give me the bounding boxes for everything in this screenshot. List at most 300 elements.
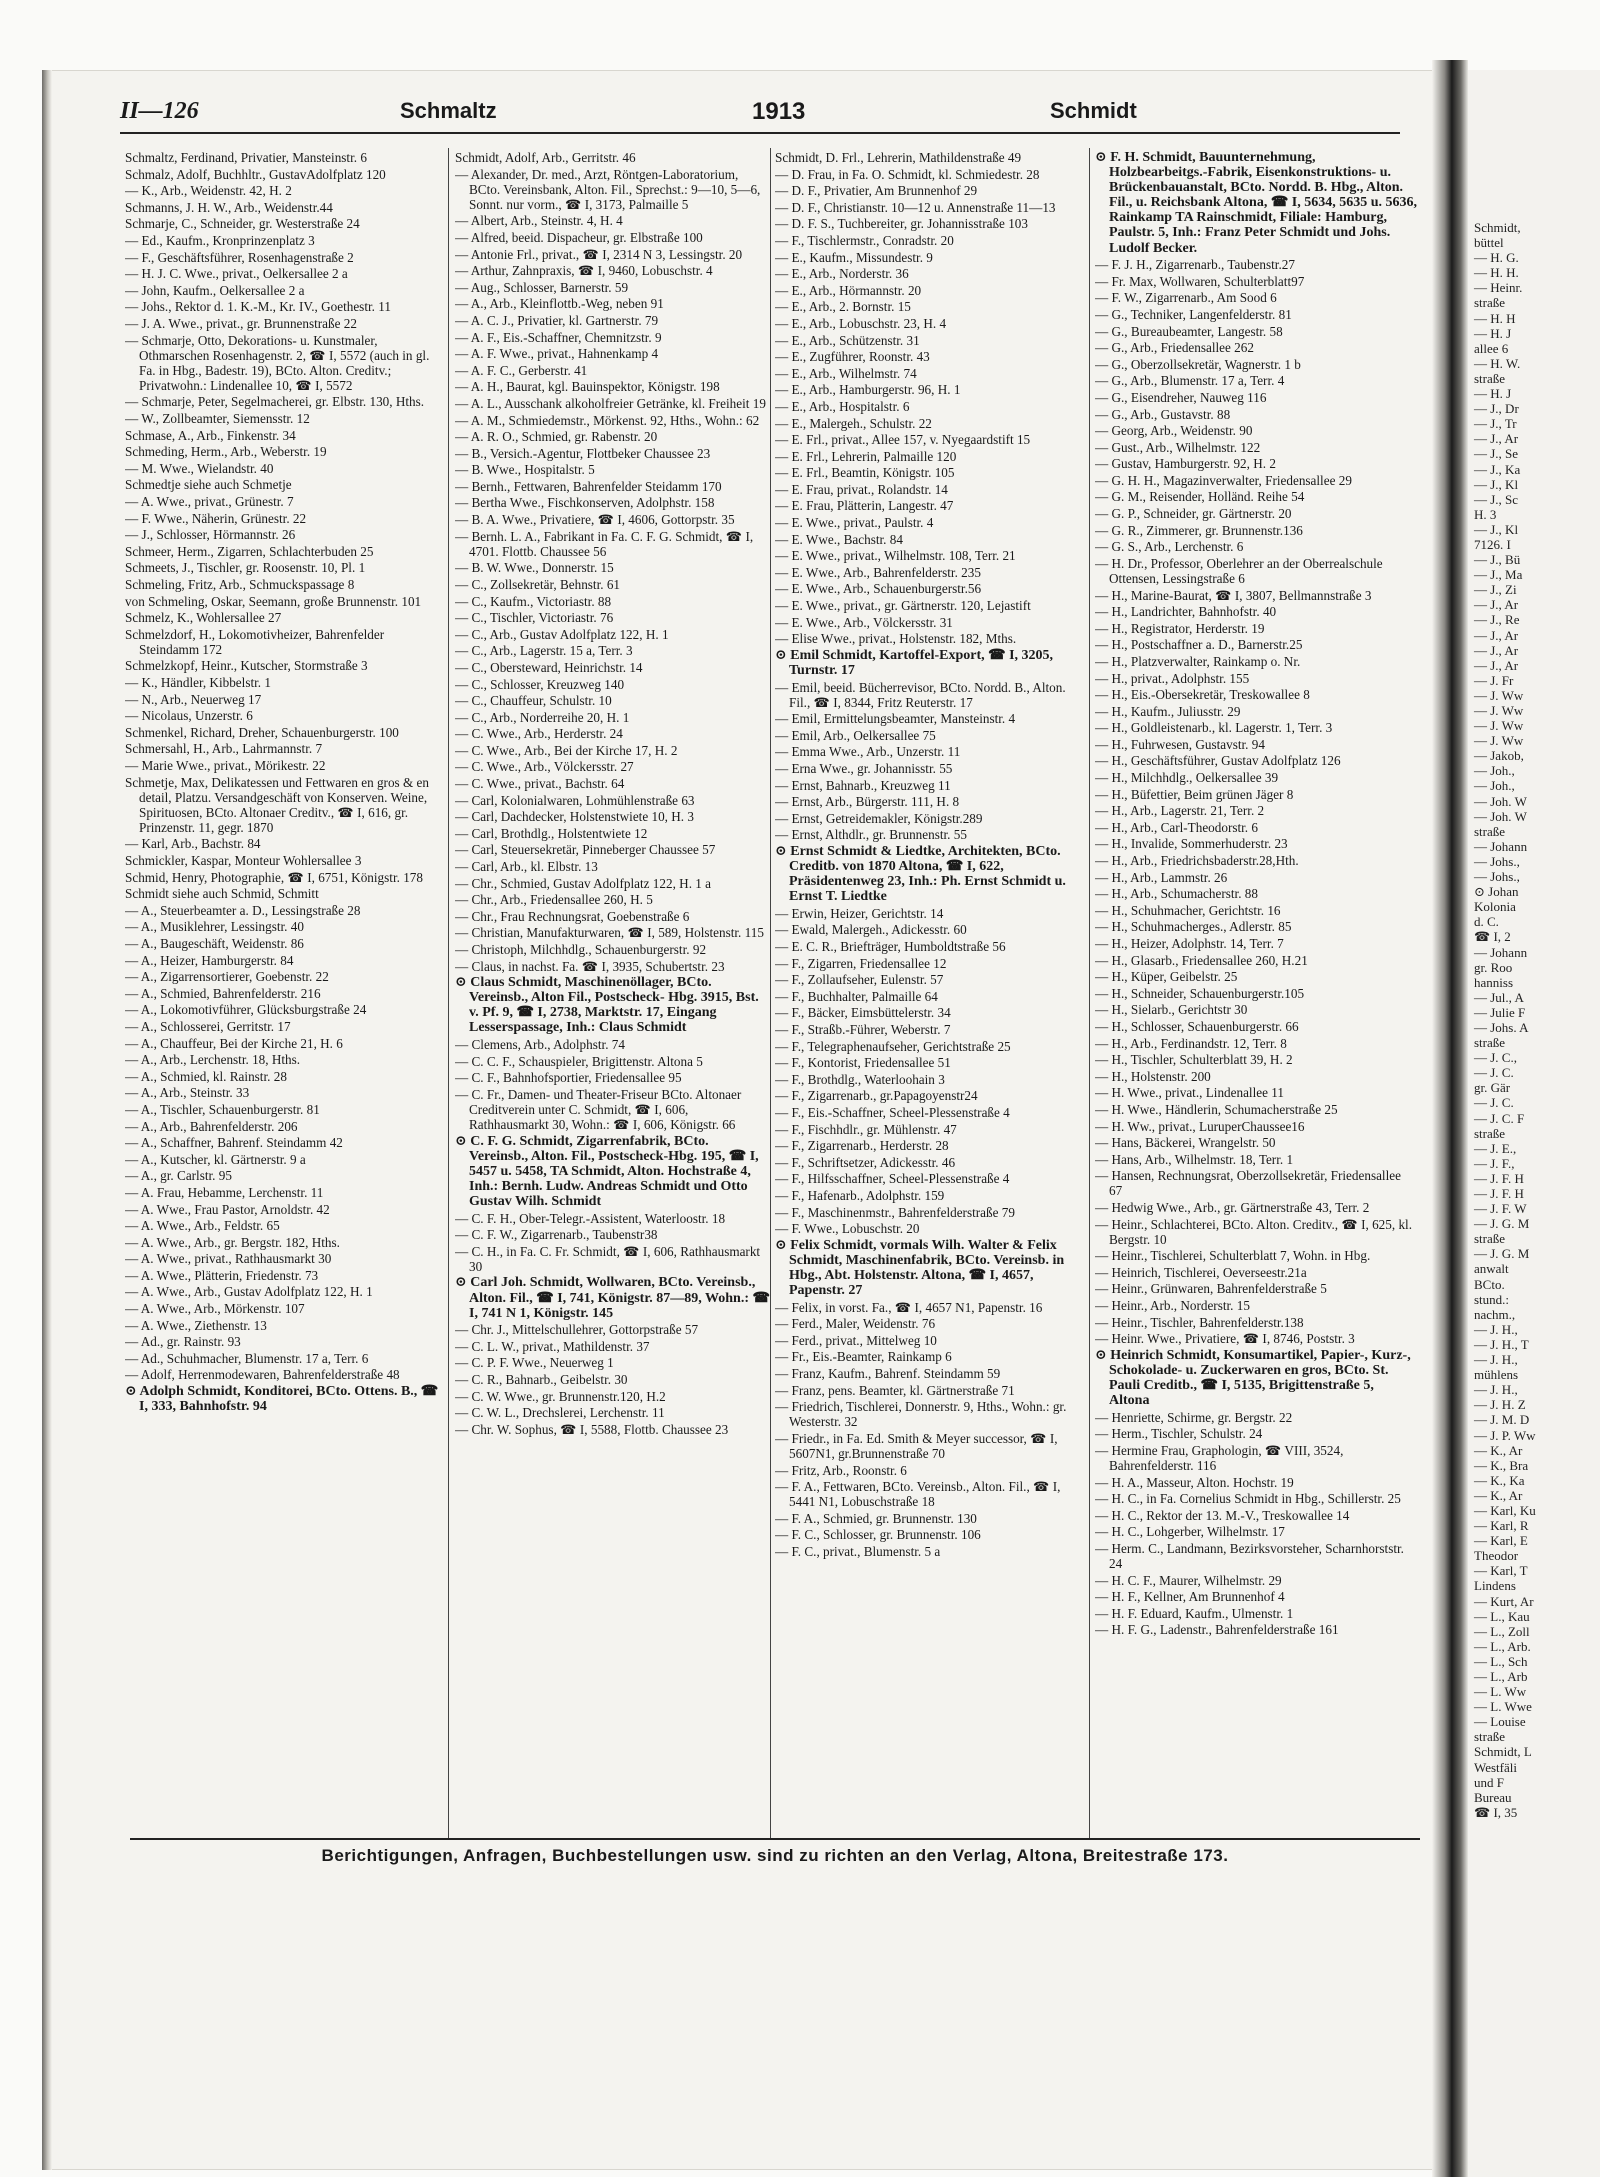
directory-entry: — Claus, in nachst. Fa. ☎ I, 3935, Schubertstr. 23 bbox=[455, 958, 725, 974]
next-page-line: straße bbox=[1474, 1729, 1506, 1745]
directory-entry: — Herm. C., Landmann, Bezirksvorsteher, Scharnhorststr. 24 bbox=[1095, 1540, 1404, 1572]
directory-entry: — Alexander, Dr. med., Arzt, Röntgen-Laboratorium, BCto. Vereinsbank, Alton. Fil., Sprechst.: 9—10, 5—6, Sonnt. nur vorm., ☎ I, 3173, Palmaille 5 bbox=[455, 166, 761, 212]
directory-entry: — F., Zigarrenarb., Herderstr. 28 bbox=[775, 1138, 949, 1154]
directory-entry: — Marie Wwe., privat., Mörikestr. 22 bbox=[125, 757, 326, 773]
directory-column-4 bbox=[1095, 150, 1417, 1830]
directory-entry: — H. J. C. Wwe., privat., Oelkersallee 2 a bbox=[125, 266, 348, 282]
next-page-line: straße bbox=[1474, 823, 1506, 839]
directory-entry: — Johs., Rektor d. 1. K.-M., Kr. IV., Goethestr. 11 bbox=[125, 299, 391, 315]
next-page-line: — J. C. bbox=[1474, 1095, 1514, 1111]
next-page-line: — Joh. W bbox=[1474, 793, 1527, 809]
directory-entry: — E. Frl., Lehrerin, Palmaille 120 bbox=[775, 448, 957, 464]
directory-entry: — A. Wwe., Ziethenstr. 13 bbox=[125, 1317, 267, 1333]
directory-entry: — H., Büfettier, Beim grünen Jäger 8 bbox=[1095, 786, 1294, 802]
directory-entry: Schmeer, Herm., Zigarren, Schlachterbuden 25 bbox=[125, 543, 374, 559]
directory-entry: — H., privat., Adolphstr. 155 bbox=[1095, 670, 1250, 686]
directory-entry: — E., Arb., Norderstr. 36 bbox=[775, 266, 909, 282]
page-header bbox=[120, 92, 1400, 134]
directory-entry: — H. F. Eduard, Kaufm., Ulmenstr. 1 bbox=[1095, 1605, 1294, 1621]
next-page-line: Kolonia bbox=[1474, 899, 1516, 915]
next-page-line: — J. P. Ww bbox=[1474, 1427, 1536, 1443]
next-page-line: — J. G. M bbox=[1474, 1216, 1530, 1232]
directory-entry: — E. Wwe., Bachstr. 84 bbox=[775, 531, 903, 547]
directory-entry: — A., gr. Carlstr. 95 bbox=[125, 1168, 232, 1184]
next-page-line: — J. H., bbox=[1474, 1321, 1518, 1337]
directory-entry: — C., Schlosser, Kreuzweg 140 bbox=[455, 676, 625, 692]
next-page-line: — L., Kau bbox=[1474, 1608, 1530, 1624]
directory-entry: — C. W. Wwe., gr. Brunnenstr.120, H.2 bbox=[455, 1388, 666, 1404]
directory-entry: — Bertha Wwe., Fischkonserven, Adolphstr. 158 bbox=[455, 495, 715, 511]
directory-entry: — Chr., Arb., Friedensallee 260, H. 5 bbox=[455, 892, 653, 908]
directory-entry: — Carl, Dachdecker, Holstenstwiete 10, H. 3 bbox=[455, 809, 694, 825]
directory-entry: — F., Bäcker, Eimsbüttelerstr. 34 bbox=[775, 1005, 951, 1021]
directory-entry: — Erwin, Heizer, Gerichtstr. 14 bbox=[775, 905, 944, 921]
directory-entry: — H., Arb., Ferdinandstr. 12, Terr. 8 bbox=[1095, 1035, 1287, 1051]
directory-entry: — F., Hilfsschaffner, Scheel-Plessenstraße 4 bbox=[775, 1171, 1010, 1187]
directory-entry: — Erna Wwe., gr. Johannisstr. 55 bbox=[775, 760, 953, 776]
directory-entry: — Schmarje, Peter, Segelmacherei, gr. Elbstr. 130, Hths. bbox=[125, 394, 425, 410]
directory-entry: — H., Küper, Geibelstr. 25 bbox=[1095, 969, 1238, 985]
next-page-line: — L. Wwe bbox=[1474, 1699, 1532, 1715]
directory-entry: — H., Arb., Carl-Theodorstr. 6 bbox=[1095, 819, 1258, 835]
directory-entry: — A., Schaffner, Bahrenf. Steindamm 42 bbox=[125, 1135, 343, 1151]
next-page-line: — J., Zi bbox=[1474, 582, 1517, 598]
next-page-line: BCto. bbox=[1474, 1276, 1505, 1292]
directory-entry: — C., Arb., Lagerstr. 15 a, Terr. 3 bbox=[455, 643, 633, 659]
next-page-line: — L. Ww bbox=[1474, 1684, 1527, 1700]
directory-entry: — Ernst, Bahnarb., Kreuzweg 11 bbox=[775, 777, 951, 793]
directory-entry: — Gust., Arb., Wilhelmstr. 122 bbox=[1095, 439, 1261, 455]
directory-entry: — H. Wwe., Händlerin, Schumacherstraße 25 bbox=[1095, 1101, 1338, 1117]
directory-entry: — Chr., Frau Rechnungsrat, Goebenstraße 6 bbox=[455, 908, 690, 924]
directory-entry: — G., Arb., Gustavstr. 88 bbox=[1095, 406, 1231, 422]
next-page-line: — J. Ww bbox=[1474, 733, 1524, 749]
next-page-line: — J., Ar bbox=[1474, 657, 1519, 673]
directory-entry: — Alfred, beeid. Dispacheur, gr. Elbstraße 100 bbox=[455, 229, 703, 245]
directory-entry: Schmedtje siehe auch Schmetje bbox=[125, 477, 292, 493]
directory-entry: — Herm., Tischler, Schulstr. 24 bbox=[1095, 1426, 1263, 1442]
directory-entry: — H., Sielarb., Gerichtstr 30 bbox=[1095, 1002, 1248, 1018]
directory-entry: — B. A. Wwe., Privatiere, ☎ I, 4606, Gottorpstr. 35 bbox=[455, 512, 735, 528]
directory-entry: — A. Frau, Hebamme, Lerchenstr. 11 bbox=[125, 1184, 324, 1200]
next-page-line: Bureau bbox=[1474, 1789, 1512, 1805]
directory-entry: — A. L., Ausschank alkoholfreier Getränke, kl. Freiheit 19 bbox=[455, 395, 766, 411]
directory-entry: — F., Maschinenmstr., Bahrenfelderstraße 79 bbox=[775, 1204, 1015, 1220]
next-page-line: büttel bbox=[1474, 235, 1504, 251]
next-page-line: — J., Ma bbox=[1474, 567, 1523, 583]
directory-entry: — Ewald, Malergeh., Adickesstr. 60 bbox=[775, 922, 967, 938]
next-page-line: — J., Ar bbox=[1474, 627, 1519, 643]
directory-entry: Schmickler, Kaspar, Monteur Wohlersallee 3 bbox=[125, 853, 362, 869]
directory-entry: — A., Schmied, kl. Rainstr. 28 bbox=[125, 1068, 287, 1084]
directory-entry: — H., Invalide, Sommerhuderstr. 23 bbox=[1095, 836, 1288, 852]
directory-entry: — G., Techniker, Langenfelderstr. 81 bbox=[1095, 306, 1292, 322]
directory-entry: — A., Schlosserei, Gerritstr. 17 bbox=[125, 1018, 291, 1034]
directory-entry: — E. Frl., Beamtin, Königstr. 105 bbox=[775, 465, 955, 481]
directory-entry: — H., Kaufm., Juliusstr. 29 bbox=[1095, 703, 1241, 719]
directory-entry: — E., Arb., Hospitalstr. 6 bbox=[775, 398, 910, 414]
directory-entry: — G. S., Arb., Lerchenstr. 6 bbox=[1095, 539, 1244, 555]
next-page-line: — Kurt, Ar bbox=[1474, 1593, 1534, 1609]
next-page-line: Schmidt, L bbox=[1474, 1744, 1532, 1760]
directory-column-2 bbox=[455, 150, 770, 1830]
directory-entry: — A. F., Eis.-Schaffner, Chemnitzstr. 9 bbox=[455, 329, 662, 345]
directory-entry: von Schmeling, Oskar, Seemann, große Brunnenstr. 101 bbox=[125, 593, 422, 609]
next-page-line: — Karl, T bbox=[1474, 1563, 1528, 1579]
directory-entry: — G. H. H., Magazinverwalter, Friedensallee 29 bbox=[1095, 472, 1352, 488]
directory-entry: — Clemens, Arb., Adolphstr. 74 bbox=[455, 1037, 625, 1053]
next-page-line: — J., Ka bbox=[1474, 461, 1521, 477]
next-page-line: straße bbox=[1474, 370, 1506, 386]
directory-entry: — E. Wwe., privat., Wilhelmstr. 108, Terr. 21 bbox=[775, 548, 1016, 564]
directory-entry: — Emil, Arb., Oelkersallee 75 bbox=[775, 727, 936, 743]
directory-entry: — J. A. Wwe., privat., gr. Brunnenstraße 22 bbox=[125, 315, 357, 331]
next-page-line: Westfäli bbox=[1474, 1759, 1517, 1775]
next-page-line: — J. Ww bbox=[1474, 718, 1524, 734]
left-keyword: Schmaltz bbox=[400, 98, 497, 123]
directory-entry: — C., Arb., Norderreihe 20, H. 1 bbox=[455, 709, 630, 725]
directory-entry: — C. Wwe., Arb., Völckersstr. 27 bbox=[455, 759, 634, 775]
directory-entry: — Franz, Kaufm., Bahrenf. Steindamm 59 bbox=[775, 1365, 1001, 1381]
directory-entry: — Karl, Arb., Bachstr. 84 bbox=[125, 836, 261, 852]
directory-entry: — C. Wwe., Arb., Herderstr. 24 bbox=[455, 726, 623, 742]
directory-entry: — Ernst, Getreidemakler, Königstr.289 bbox=[775, 810, 983, 826]
directory-entry: — G. P., Schneider, gr. Gärtnerstr. 20 bbox=[1095, 506, 1292, 522]
directory-entry: — W., Zollbeamter, Siemensstr. 12 bbox=[125, 411, 310, 426]
directory-entry: — F. C., privat., Blumenstr. 5 a bbox=[775, 1543, 941, 1559]
directory-entry: — Ad., Schuhmacher, Blumenstr. 17 a, Terr. 6 bbox=[125, 1350, 369, 1366]
next-page-line: — J., Ar bbox=[1474, 431, 1519, 447]
directory-column-3 bbox=[775, 150, 1087, 1830]
directory-entry: — Carl, Arb., kl. Elbstr. 13 bbox=[455, 859, 598, 875]
next-page-line: — H. G. bbox=[1474, 250, 1519, 266]
directory-entry: — Hansen, Rechnungsrat, Oberzollsekretär, Friedensallee 67 bbox=[1095, 1168, 1401, 1199]
directory-entry: — A. Wwe., privat., Rathhausmarkt 30 bbox=[125, 1251, 332, 1267]
directory-entry: — Ferd., Maler, Weidenstr. 76 bbox=[775, 1316, 936, 1332]
next-page-line: — K., Ar bbox=[1474, 1442, 1523, 1458]
directory-entry: — E. Wwe., Arb., Bahrenfelderstr. 235 bbox=[775, 564, 981, 580]
directory-entry: Schmersahl, H., Arb., Lahrmannstr. 7 bbox=[125, 741, 323, 757]
directory-entry: — A. Wwe., privat., Grünestr. 7 bbox=[125, 493, 294, 509]
directory-entry: — F., Zollaufseher, Eulenstr. 57 bbox=[775, 972, 944, 988]
directory-entry: — A., Tischler, Schauenburgerstr. 81 bbox=[125, 1101, 320, 1117]
directory-entry: — F. C., Schlosser, gr. Brunnenstr. 106 bbox=[775, 1527, 981, 1543]
next-page-line: — J. H., T bbox=[1474, 1336, 1529, 1352]
directory-entry: — Hans, Bäckerei, Wrangelstr. 50 bbox=[1095, 1135, 1276, 1151]
next-page-line: — Joh., bbox=[1474, 763, 1515, 779]
directory-entry: — Emil, beeid. Bücherrevisor, BCto. Nordd. B., Alton. Fil., ☎ I, 8344, Fritz Reuterstr. 17 bbox=[775, 679, 1066, 710]
next-page-line: — Karl, R bbox=[1474, 1518, 1529, 1534]
next-page-line: — J. F., bbox=[1474, 1155, 1515, 1171]
directory-entry: — A., Baugeschäft, Weidenstr. 86 bbox=[125, 936, 304, 951]
directory-entry: — E. Frl., privat., Allee 157, v. Nyegaardstift 15 bbox=[775, 432, 1031, 448]
directory-entry: — H., Schuhmacher, Gerichtstr. 16 bbox=[1095, 902, 1281, 918]
directory-entry: — Heinr. Wwe., Privatiere, ☎ I, 8746, Poststr. 3 bbox=[1095, 1331, 1355, 1347]
next-page-line: — H. H. bbox=[1474, 265, 1519, 281]
directory-entry: — E. Wwe., privat., Paulstr. 4 bbox=[775, 515, 934, 531]
directory-entry: — A. H., Baurat, kgl. Bauinspektor, Königstr. 198 bbox=[455, 379, 720, 395]
directory-entry: — A. Wwe., Arb., gr. Bergstr. 182, Hths. bbox=[125, 1234, 340, 1250]
directory-entry: — F., Kontorist, Friedensallee 51 bbox=[775, 1055, 951, 1071]
directory-entry: — A. F. C., Gerberstr. 41 bbox=[455, 362, 588, 378]
directory-entry: — Ernst, Arb., Bürgerstr. 111, H. 8 bbox=[775, 794, 960, 810]
directory-entry: — Ferd., privat., Mittelweg 10 bbox=[775, 1332, 937, 1348]
directory-entry: Schmaltz, Ferdinand, Privatier, Mansteinstr. 6 bbox=[125, 150, 367, 165]
directory-entry: — E., Arb., Hörmannstr. 20 bbox=[775, 282, 922, 298]
directory-entry: — F., Zigarrenarb., gr.Papagoyenstr24 bbox=[775, 1088, 978, 1104]
directory-entry: — C. L. W., privat., Mathildenstr. 37 bbox=[455, 1338, 650, 1354]
directory-entry: — F., Zigarren, Friedensallee 12 bbox=[775, 955, 947, 971]
next-page-fragments bbox=[1468, 220, 1600, 1820]
next-page-line: straße bbox=[1474, 1125, 1506, 1141]
directory-entry: — C. P. F. Wwe., Neuerweg 1 bbox=[455, 1355, 614, 1371]
next-page-line: Schmidt, bbox=[1474, 220, 1521, 235]
directory-entry: ⊙ Emil Schmidt, Kartoffel-Export, ☎ I, 3205, Turnstr. 17 bbox=[775, 647, 1054, 678]
next-page-line: — Johs., bbox=[1474, 869, 1520, 885]
directory-entry: Schmid, Henry, Photographie, ☎ I, 6751, Königstr. 178 bbox=[125, 869, 423, 885]
directory-entry: — A., Kutscher, kl. Gärtnerstr. 9 a bbox=[125, 1151, 306, 1167]
next-page-line: — J., Kl bbox=[1474, 476, 1519, 492]
next-page-line: — J. E., bbox=[1474, 1140, 1517, 1156]
next-page-line: 7126. I bbox=[1474, 536, 1511, 552]
directory-entry: Schmelz, K., Wohlersallee 27 bbox=[125, 610, 282, 626]
directory-entry: — C. F., Bahnhofsportier, Friedensallee 95 bbox=[455, 1070, 682, 1086]
directory-entry: — B., Versich.-Agentur, Flottbeker Chaussee 23 bbox=[455, 445, 711, 461]
directory-entry: — H., Eis.-Obersekretär, Treskowallee 8 bbox=[1095, 687, 1310, 703]
directory-entry: — Franz, pens. Beamter, kl. Gärtnerstraße 71 bbox=[775, 1382, 1015, 1398]
directory-entry: — G., Arb., Blumenstr. 17 a, Terr. 4 bbox=[1095, 373, 1285, 389]
directory-entry: — Gustav, Hamburgerstr. 92, H. 2 bbox=[1095, 456, 1276, 472]
next-page-line: H. 3 bbox=[1474, 506, 1497, 522]
directory-entry: — Carl, Kolonialwaren, Lohmühlenstraße 63 bbox=[455, 792, 695, 808]
next-page-line: — L., Arb bbox=[1474, 1669, 1528, 1684]
directory-entry: Schmeling, Fritz, Arb., Schmuckspassage 8 bbox=[125, 576, 355, 592]
next-page-line: — J. G. M bbox=[1474, 1246, 1530, 1262]
next-page-line: — J. F. H bbox=[1474, 1186, 1524, 1201]
directory-entry: — G., Oberzollsekretär, Wagnerstr. 1 b bbox=[1095, 356, 1301, 372]
directory-entry: — F., Geschäftsführer, Rosenhagenstraße 2 bbox=[125, 249, 354, 265]
next-page-line: — Karl, Ku bbox=[1474, 1502, 1536, 1518]
directory-entry: ⊙ Claus Schmidt, Maschinenöllager, BCto. Vereinsb., Alton Fil., Postscheck- Hbg. 3915, Bst. v. Pf. 9, ☎ I, 2738, Marktstr. 17, Eingang Lesserspassage, Inh.: Claus Schmidt bbox=[455, 975, 759, 1036]
next-page-line: — K., Ar bbox=[1474, 1487, 1523, 1503]
next-page-line: — Heinr. bbox=[1474, 280, 1523, 296]
next-page-line: — Karl, E bbox=[1474, 1533, 1528, 1549]
directory-entry: — F. J. H., Zigarrenarb., Taubenstr.27 bbox=[1095, 257, 1295, 273]
directory-entry: — E., Arb., Schützenstr. 31 bbox=[775, 332, 920, 348]
next-page-line: straße bbox=[1474, 1035, 1506, 1051]
next-page-line: — J. Ww bbox=[1474, 703, 1524, 718]
next-page-line: — K., Ka bbox=[1474, 1472, 1525, 1488]
directory-entry: Schmidt siehe auch Schmid, Schmitt bbox=[125, 886, 319, 902]
directory-entry: — John, Kaufm., Oelkersallee 2 a bbox=[125, 282, 305, 298]
year: 1913 bbox=[752, 98, 806, 125]
directory-entry: — Ernst, Althdlr., gr. Brunnenstr. 55 bbox=[775, 827, 967, 843]
directory-entry: — H. Ww., privat., LuruperChaussee16 bbox=[1095, 1118, 1305, 1134]
directory-entry: ⊙ Felix Schmidt, vormals Wilh. Walter & Felix Schmidt, Maschinenfabrik, BCto. Vereinsb. in Hbg., Abt. Holstenstr. Altona, ☎ I, 4657, Papenstr. 27 bbox=[775, 1237, 1065, 1298]
next-page-line: — J. F. H bbox=[1474, 1170, 1524, 1186]
directory-entry: — A. Wwe., Arb., Mörkenstr. 107 bbox=[125, 1301, 305, 1317]
directory-entry: Schmetje, Max, Delikatessen und Fettwaren en gros & en detail, Platzu. Versandgeschäft von Konserven. Weine, Spirituosen, BCto. Altonaer Creditv., ☎ I, 616, gr. Prinzenstr. 11, gegr. 1870 bbox=[125, 774, 429, 835]
directory-entry: — Heinr., Schlachterei, BCto. Alton. Creditv., ☎ I, 625, kl. Bergstr. 10 bbox=[1095, 1216, 1413, 1247]
directory-entry: — F. Wwe., Lobuschstr. 20 bbox=[775, 1221, 920, 1237]
next-page-line: — Louise bbox=[1474, 1714, 1526, 1730]
directory-entry: — Friedr., in Fa. Ed. Smith & Meyer successor, ☎ I, 5607N1, gr.Brunnenstraße 70 bbox=[775, 1430, 1058, 1461]
directory-entry: — Henriette, Schirme, gr. Bergstr. 22 bbox=[1095, 1409, 1293, 1425]
directory-entry: — Carl, Steuersekretär, Pinneberger Chaussee 57 bbox=[455, 842, 716, 858]
next-page-line: — J. H., bbox=[1474, 1352, 1518, 1368]
next-page-line: und F bbox=[1474, 1774, 1504, 1790]
directory-entry: — E., Malergeh., Schulstr. 22 bbox=[775, 415, 932, 431]
directory-entry: — E., Kaufm., Missundestr. 9 bbox=[775, 249, 933, 265]
next-page-line: straße bbox=[1474, 1231, 1506, 1247]
directory-entry: — C., Tischler, Victoriastr. 76 bbox=[455, 610, 614, 626]
next-page-line: mühlens bbox=[1474, 1367, 1519, 1383]
directory-entry: — B. W. Wwe., Donnerstr. 15 bbox=[455, 560, 614, 576]
directory-entry: — C. W. L., Drechslerei, Lerchenstr. 11 bbox=[455, 1405, 665, 1421]
directory-entry: — Ad., gr. Rainstr. 93 bbox=[125, 1334, 241, 1350]
next-page-line: straße bbox=[1474, 295, 1506, 311]
directory-entry: — E., Zugführer, Roonstr. 43 bbox=[775, 349, 930, 365]
directory-entry: — A., Chauffeur, Bei der Kirche 21, H. 6 bbox=[125, 1035, 343, 1051]
directory-entry: — H., Arb., Schumacherstr. 88 bbox=[1095, 886, 1258, 902]
directory-entry: — H., Landrichter, Bahnhofstr. 40 bbox=[1095, 604, 1277, 620]
next-page-line: — Jul., A bbox=[1474, 989, 1524, 1005]
next-page-line: — J. H. Z bbox=[1474, 1397, 1526, 1413]
directory-entry: ⊙ Ernst Schmidt & Liedtke, Architekten, BCto. Creditb. von 1870 Altona, ☎ I, 622, Präsidentenweg 23, Inh.: Ph. Ernst Schmidt u. Ernst T. Liedtke bbox=[775, 843, 1066, 905]
next-page-line: — L., Arb. bbox=[1474, 1638, 1531, 1654]
directory-entry: — C. Wwe., Arb., Bei der Kirche 17, H. 2 bbox=[455, 742, 678, 758]
next-page-line: gr. Gär bbox=[1474, 1080, 1511, 1096]
directory-entry: — E., Arb., Lobuschstr. 23, H. 4 bbox=[775, 315, 947, 331]
directory-entry: — Nicolaus, Unzerstr. 6 bbox=[125, 708, 253, 724]
next-page-line: allee 6 bbox=[1474, 340, 1509, 356]
next-page-line: — Jakob, bbox=[1474, 748, 1524, 764]
next-page-line: — Joh., bbox=[1474, 778, 1515, 794]
next-page-line: nachm., bbox=[1474, 1306, 1516, 1322]
next-page-line: — J. F. W bbox=[1474, 1201, 1527, 1217]
directory-entry: — H., Holstenstr. 200 bbox=[1095, 1068, 1211, 1084]
next-page-line: — J., Re bbox=[1474, 612, 1520, 628]
directory-entry: — A., Schmied, Bahrenfelderstr. 216 bbox=[125, 985, 321, 1001]
directory-entry: — A. Wwe., Arb., Feldstr. 65 bbox=[125, 1218, 280, 1234]
directory-entry: — H., Geschäftsführer, Gustav Adolfplatz 126 bbox=[1095, 753, 1341, 769]
directory-entry: ⊙ Heinrich Schmidt, Konsumartikel, Papier-, Kurz-, Schokolade- u. Zuckerwaren en gros, BCto. St. Pauli Creditb., ☎ I, 5135, Brigittenstraße 5, Altona bbox=[1095, 1347, 1411, 1409]
next-page-line: — Johs. A bbox=[1474, 1019, 1529, 1035]
directory-entry: — F., Eis.-Schaffner, Schеel-Plessenstraße 4 bbox=[775, 1104, 1010, 1120]
next-page-line: — J., Dr bbox=[1474, 401, 1519, 417]
directory-entry: — H., Registrator, Herderstr. 19 bbox=[1095, 620, 1265, 636]
directory-entry: — A., Heizer, Hamburgerstr. 84 bbox=[125, 952, 294, 968]
directory-entry: — F., Straßb.-Führer, Weberstr. 7 bbox=[775, 1021, 951, 1037]
next-page-line: — H. W. bbox=[1474, 355, 1521, 371]
column-rule bbox=[1089, 148, 1090, 1838]
directory-entry: — F. W., Zigarrenarb., Am Sood 6 bbox=[1095, 290, 1277, 306]
next-page-line: Theodor bbox=[1474, 1548, 1519, 1564]
directory-entry: — Bernh., Fettwaren, Bahrenfelder Steidamm 170 bbox=[455, 478, 722, 494]
directory-entry: — K., Arb., Weidenstr. 42, H. 2 bbox=[125, 183, 292, 199]
directory-entry: — H. F. G., Ladenstr., Bahrenfelderstraße 161 bbox=[1095, 1622, 1339, 1638]
directory-entry: — H., Tischler, Schulterblatt 39, H. 2 bbox=[1095, 1052, 1293, 1068]
next-page-line: — J., Se bbox=[1474, 446, 1519, 462]
directory-entry: — A. F. Wwe., privat., Hahnenkamp 4 bbox=[455, 346, 659, 362]
directory-entry: — F., Fischhdlr., gr. Mühlenstr. 47 bbox=[775, 1121, 957, 1137]
directory-entry: — H. Dr., Professor, Oberlehrer an der Oberrealschule Ottensen, Lessingstraße 6 bbox=[1095, 555, 1383, 586]
directory-entry: ⊙ C. F. G. Schmidt, Zigarrenfabrik, BCto. Vereinsb., Alton. Fil., Postscheck-Hbg. 195, ☎ I, 5457 u. 5458, TA Schmidt, Alton. Hochstraße 4, Inh.: Bernh. Ludw. Andreas Schmidt und Otto Gustav Wilh. Schmidt bbox=[455, 1133, 759, 1209]
directory-entry: — Arthur, Zahnpraxis, ☎ I, 9460, Lobuschstr. 4 bbox=[455, 263, 713, 279]
directory-entry: — H. A., Masseur, Alton. Hochstr. 19 bbox=[1095, 1474, 1294, 1490]
directory-entry: — C. H., in Fa. C. Fr. Schmidt, ☎ I, 606, Rathhausmarkt 30 bbox=[455, 1243, 761, 1274]
directory-entry: — Friedrich, Tischlerei, Donnerstr. 9, Hths., Wohn.: gr. Westerstr. 32 bbox=[775, 1399, 1067, 1430]
next-page-line: stund.: bbox=[1474, 1291, 1510, 1307]
directory-entry: — F., Buchhalter, Palmaille 64 bbox=[775, 988, 938, 1004]
directory-entry: — C. Wwe., privat., Bachstr. 64 bbox=[455, 776, 625, 792]
directory-entry: — A., Steuerbeamter a. D., Lessingstraße 28 bbox=[125, 902, 361, 918]
next-page-line: — J. C. F bbox=[1474, 1110, 1525, 1126]
directory-entry: — C. F. H., Ober-Telegr.-Assistent, Waterloostr. 18 bbox=[455, 1210, 726, 1226]
directory-entry: — H. C., in Fa. Cornelius Schmidt in Hbg., Schillerstr. 25 bbox=[1095, 1491, 1401, 1507]
next-page-line: — Johann bbox=[1474, 838, 1528, 854]
right-keyword: Schmidt bbox=[1050, 98, 1137, 123]
directory-entry: — N., Arb., Neuerweg 17 bbox=[125, 691, 262, 707]
next-page-line: ☎ I, 35 bbox=[1474, 1804, 1518, 1820]
directory-entry: — H. C. F., Maurer, Wilhelmstr. 29 bbox=[1095, 1572, 1282, 1588]
directory-entry: Schmelzdorf, H., Lokomotivheizer, Bahrenfelder Steindamm 172 bbox=[125, 626, 385, 657]
directory-entry: — D. F., Privatier, Am Brunnenhof 29 bbox=[775, 183, 978, 199]
directory-entry: — Hermine Frau, Graphologin, ☎ VIII, 3524, Bahrenfelderstr. 116 bbox=[1095, 1442, 1344, 1473]
directory-entry: — H., Fuhrwesen, Gustavstr. 94 bbox=[1095, 736, 1265, 752]
directory-entry: — E. Wwe., Arb., Schauenburgerstr.56 bbox=[775, 581, 982, 597]
directory-entry: — H., Glasarb., Friedensallee 260, H.21 bbox=[1095, 952, 1308, 968]
directory-entry: — H., Schneider, Schauenburgerstr.105 bbox=[1095, 985, 1305, 1001]
directory-entry: Schmarje, C., Schneider, gr. Westerstraße 24 bbox=[125, 216, 360, 232]
next-page-line: — Johann bbox=[1474, 944, 1528, 960]
directory-entry: — Emil, Ermittelungsbeamter, Mansteinstr. 4 bbox=[775, 711, 1016, 727]
next-page-line: Lindens bbox=[1474, 1578, 1516, 1594]
directory-entry: — Hans, Arb., Wilhelmstr. 18, Terr. 1 bbox=[1095, 1151, 1294, 1167]
directory-entry: — Chr., Schmied, Gustav Adolfplatz 122, H. 1 a bbox=[455, 875, 712, 891]
directory-entry: — C., Arb., Gustav Adolfplatz 122, H. 1 bbox=[455, 626, 669, 642]
directory-entry: — F., Hafenarb., Adolphstr. 159 bbox=[775, 1187, 945, 1203]
directory-entry: Schmidt, D. Frl., Lehrerin, Mathildenstraße 49 bbox=[775, 150, 1022, 165]
directory-entry: — Heinr., Tischlerei, Schulterblatt 7, Wohn. in Hbg. bbox=[1095, 1248, 1371, 1264]
directory-entry: — Chr. J., Mittelschullehrer, Gottorpstraße 57 bbox=[455, 1322, 699, 1338]
directory-entry: — H., Marine-Baurat, ☎ I, 3807, Bellmannstraße 3 bbox=[1095, 587, 1372, 603]
next-page-line: — K., Bra bbox=[1474, 1457, 1529, 1473]
directory-entry: Schmase, A., Arb., Finkenstr. 34 bbox=[125, 427, 296, 443]
directory-entry: — Hedwig Wwe., Arb., gr. Gärtnerstraße 43, Terr. 2 bbox=[1095, 1200, 1370, 1215]
directory-entry: — A., Arb., Steinstr. 33 bbox=[125, 1085, 250, 1101]
directory-entry: — A., Zigarrensortierer, Goebenstr. 22 bbox=[125, 969, 329, 985]
directory-entry: — Chr. W. Sophus, ☎ I, 5588, Flottb. Chaussee 23 bbox=[455, 1421, 729, 1437]
directory-entry: — A., Arb., Kleinflottb.-Weg, neben 91 bbox=[455, 296, 664, 312]
next-page-line: — J., Kl bbox=[1474, 521, 1519, 537]
directory-entry: — Albert, Arb., Steinstr. 4, H. 4 bbox=[455, 213, 623, 229]
directory-entry: — F. A., Fettwaren, BCto. Vereinsb., Alton. Fil., ☎ I, 5441 N1, Lobuschstraße 18 bbox=[775, 1479, 1061, 1510]
directory-entry: — Fr., Eis.-Beamter, Rainkamp 6 bbox=[775, 1349, 952, 1365]
next-page-line: ⊙ Johan bbox=[1474, 884, 1519, 900]
directory-column-1 bbox=[125, 150, 445, 1830]
directory-entry: — H., Arb., Friedrichsbaderstr.28,Hth. bbox=[1095, 853, 1299, 869]
directory-entry: Schmeding, Herm., Arb., Weberstr. 19 bbox=[125, 444, 327, 460]
column-rule bbox=[448, 148, 449, 1838]
next-page-line: — J., Sc bbox=[1474, 491, 1519, 507]
directory-entry: — A. Wwe., Frau Pastor, Arnoldstr. 42 bbox=[125, 1201, 330, 1217]
directory-entry: — H., Goldleistenarb., kl. Lagerstr. 1, Terr. 3 bbox=[1095, 720, 1333, 736]
directory-entry: — A. M., Schmiedemstr., Mörkenst. 92, Hths., Wohn.: 62 bbox=[455, 412, 760, 428]
directory-entry: ⊙ Carl Joh. Schmidt, Wollwaren, BCto. Vereinsb., Alton. Fil., ☎ I, 741, Königstr. 87—89, Wohn.: ☎ I, 741 N 1, Königstr. 145 bbox=[455, 1275, 770, 1321]
directory-entry: — M. Wwe., Wielandstr. 40 bbox=[125, 460, 274, 476]
directory-entry: — A. Wwe., Plätterin, Friedenstr. 73 bbox=[125, 1267, 319, 1283]
